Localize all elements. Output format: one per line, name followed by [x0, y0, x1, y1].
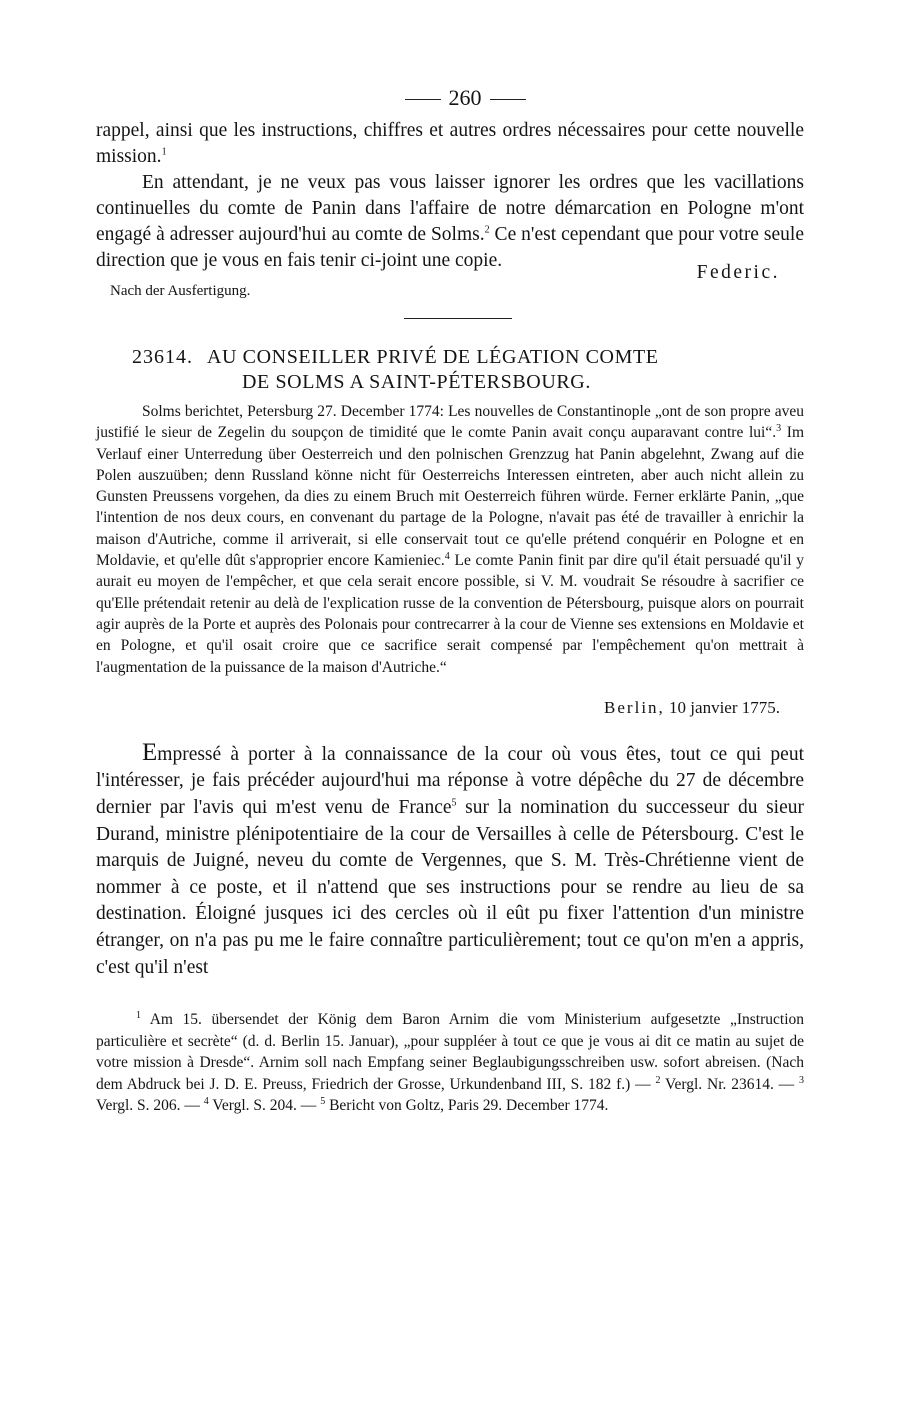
letter-initial: E: [142, 738, 158, 766]
footnote-mark-2: 2: [655, 1074, 661, 1086]
footnote-ref-3: 3: [776, 423, 782, 435]
footnote-text-4: Vergl. S. 204. —: [208, 1097, 321, 1115]
summary-text-2: Im Verlauf einer Unterredung über Oesterreich und den polnischen Grenzzug hat Panin abgelehnt, Zwang auf die Polen auszuüben; denn Russland könne nicht für Oesterreichs Interessen eintreten, aber auch nicht allein zu Gunsten Preussens vorgehen, da dies zu einem Bruch mit Oesterreich führen würde. Ferner erklärte Panin, „que l'intention de nos deux cours, en convenant du partage de la Pologne, n'avait pas été de travailler à enrichir la maison d'Autriche, comme il arriverait, si elle conservait tout ce qu'elle prétend conquérir en Pologne et en Moldavie, et qu'elle dût s'approprier encore Kamieniec.: [96, 424, 804, 570]
dateline-place: Berlin,: [604, 697, 665, 717]
summary-text-3: Le comte Panin finit par dire qu'il était persuadé qu'il y aurait eu moyen de l'empêcher, et que cela serait encore possible, si V. M. voudrait Se résoudre à sacrifier ce qu'Elle prétendait retenir au delà de l'explication russe de la convention de Pétersbourg, puisque alors on pourrait agir auprès de la Porte et auprès des Polonais pour contrecarrer à la cour de Vienne ses extensions en Moldavie et en Pologne, et qu'il osait croire que ce sacrifice serait compensé par l'empêchement qu'on mettrait à l'augmentation de la puissance de la maison d'Autriche.“: [96, 552, 804, 676]
footnote-text-1: Am 15. übersendet der König dem Baron Arnim die vom Ministerium aufgesetzte „Instruction particulière et secrète“ (d. d. Berlin 15. Januar), „pour suppléer à tout ce que je vous ai dit ce matin au sujet de votre mission à Dresde“. Arnim soll nach Empfang seiner Beglaubigungsschreiben usw. sofort abreisen. (Nach dem Abdruck bei J. D. E. Preuss, Friedrich der Grosse, Urkundenband III, S. 182 f.) —: [96, 1011, 804, 1093]
footnote-mark-1: 1: [136, 1010, 141, 1022]
footnote-mark-4: 4: [203, 1096, 209, 1108]
document-heading: [96, 345, 804, 395]
document-page: [96, 78, 804, 1117]
dateline-date: 10 janvier 1775.: [669, 697, 780, 717]
source-note: Nach der Ausfertigung.: [110, 283, 251, 299]
summary-paragraph: [96, 401, 804, 678]
footnote-mark-3: 3: [799, 1074, 805, 1086]
footnote-ref-4: 4: [444, 550, 450, 562]
footnote-text-5: Bericht von Goltz, Paris 29. December 1774.: [325, 1097, 609, 1115]
footnote-text-2: Vergl. Nr. 23614. —: [660, 1075, 800, 1093]
header-dash-left: [405, 99, 441, 100]
heading-line-2: DE SOLMS A SAINT-PÉTERSBOURG.: [242, 371, 591, 393]
footnote-text-3: Vergl. S. 206. —: [96, 1097, 204, 1115]
footnote-ref-1: 1: [161, 146, 167, 158]
summary-text-1: Solms berichtet, Petersburg 27. December 1774: Les nouvelles de Constantinople „ont de son propre aveu justifié le sieur de Zegelin du soupçon de timidité que le comte Panin avait conçu auparavant contre lui“.: [96, 403, 804, 442]
paragraph-en-attendant: [96, 170, 804, 274]
header-dash-right: [490, 99, 526, 100]
document-number: 23614.: [132, 346, 193, 368]
letter-text-1: mpressé à porter à la connaissance de la cour où vous êtes, tout ce qui peut l'intéresser, je fais précéder aujourd'hui ma réponse à votre dépêche du 27 de décembre dernier par l'avis qui m'est venu de France: [96, 743, 804, 819]
footnote-block: [96, 1009, 804, 1117]
previous-letter-ending: [96, 118, 804, 274]
footnotes: [96, 1009, 804, 1117]
continuation-paragraph: [96, 118, 804, 170]
report-summary: [96, 401, 804, 678]
paragraph-text: En attendant, je ne veux pas vous laisser ignorer les ordres que les vacillations continuelles du comte de Panin dans l'affaire de notre démarcation en Pologne m'ont engagé à adresser aujourd'hui au comte de Solms.: [96, 172, 804, 245]
page-header: [126, 78, 804, 118]
paragraph-text-cont: Ce n'est cependant que pour votre seule direction que je vous en fais tenir ci-joint une copie.: [96, 224, 804, 271]
dateline: [96, 698, 780, 722]
heading-title-1: AU CONSEILLER PRIVÉ DE LÉGATION COMTE: [207, 346, 659, 368]
page-number: 260: [448, 85, 482, 110]
section-divider: [404, 318, 512, 319]
footnote-ref-2: 2: [484, 224, 490, 236]
heading-line-1: [132, 345, 804, 370]
continuation-text: rappel, ainsi que les instructions, chiffres et autres ordres nécessaires pour cette nouvelle mission.: [96, 120, 804, 167]
signature: Federic.: [696, 262, 780, 283]
letter-text-2: sur la nomination du successeur du sieur Durand, ministre plénipotentiaire de la cour de Versailles à celle de Pétersbourg. C'est le marquis de Juigné, neveu du comte de Vergennes, que S. M. Très-Chrétienne vient de nommer à ce poste, et il n'attend que ses instructions pour se rendre au lieu de sa destination. Éloigné jusques ici des cercles où il eût pu fixer l'attention d'un ministre étranger, on n'a pas pu me le faire connaître particulièrement; tout ce qu'on m'en a appris, c'est qu'il n'est: [96, 797, 804, 978]
letter-body: [96, 740, 804, 981]
footnote-ref-5: 5: [451, 797, 457, 809]
footnote-mark-5: 5: [320, 1096, 326, 1108]
letter-paragraph: [96, 740, 804, 981]
